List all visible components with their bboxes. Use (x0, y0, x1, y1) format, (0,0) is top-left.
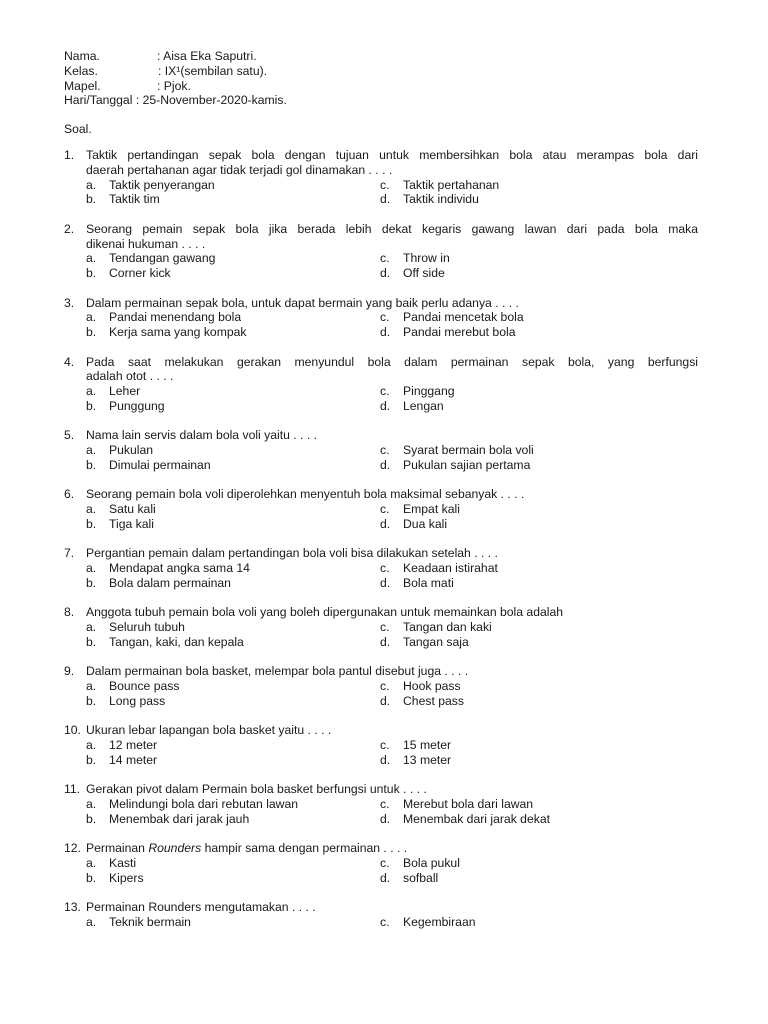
question-4 (64, 355, 698, 414)
question-text: Pada saat melakukan gerakan menyundul bola dalam permainan sepak bola, yang berfungsi adalah otot . . . . (86, 354, 698, 384)
question-2 (64, 222, 698, 281)
question-number: 11. (64, 782, 81, 797)
question-stem (64, 148, 698, 178)
question-stem (64, 296, 698, 311)
nama-value: : Aisa Eka Saputri. (157, 49, 257, 63)
option-c[interactable]: c. Syarat bermain bola voli (380, 443, 534, 458)
answer-options (86, 856, 698, 886)
question-stem (64, 546, 698, 561)
question-text: Permainan Rounders hampir sama dengan permainan . . . . (86, 841, 408, 856)
question-stem (64, 841, 698, 856)
option-a[interactable]: a. Pukulan (86, 443, 154, 458)
question-stem (64, 222, 698, 252)
option-d[interactable]: d. Pandai merebut bola (380, 325, 516, 340)
option-b[interactable]: b. Tangan, kaki, dan kepala (86, 634, 244, 649)
answer-options (86, 502, 698, 532)
question-stem (64, 605, 698, 620)
option-b[interactable]: b. Bola dalam permainan (86, 575, 231, 590)
nama-row (64, 49, 287, 64)
question-number: 2. (64, 221, 75, 236)
question-11 (64, 782, 698, 826)
question-text: Nama lain servis dalam bola voli yaitu . . . . (86, 428, 317, 443)
question-stem (64, 782, 698, 797)
option-c[interactable]: c. Kegembiraan (380, 915, 476, 929)
nama-label: Nama. (64, 49, 100, 63)
question-number: 10. (64, 723, 81, 738)
option-a[interactable]: a. Tendangan gawang (86, 251, 216, 266)
question-stem (64, 664, 698, 679)
option-a[interactable]: a. Kasti (86, 856, 137, 871)
option-c[interactable]: c. Keadaan istirahat (380, 561, 498, 576)
question-10 (64, 723, 698, 767)
question-number: 8. (64, 605, 75, 620)
option-c[interactable]: c. Tangan dan kaki (380, 620, 492, 635)
question-7 (64, 546, 698, 590)
answer-options (86, 561, 698, 591)
mapel-label: Mapel. (64, 78, 101, 93)
tanggal-label: Hari/Tanggal (64, 93, 133, 108)
option-a[interactable]: a. Taktik penyerangan (86, 177, 215, 192)
question-text: Gerakan pivot dalam Permain bola basket berfungsi untuk . . . . (86, 782, 427, 797)
question-stem (64, 487, 698, 502)
answer-options (86, 797, 698, 827)
question-number: 7. (64, 546, 75, 561)
option-a[interactable]: a. Bounce pass (86, 679, 180, 694)
option-d[interactable]: d. Menembak dari jarak dekat (380, 811, 550, 826)
answer-options (86, 679, 698, 709)
answer-options (86, 178, 698, 208)
option-b[interactable]: b. Taktik tim (86, 192, 160, 207)
option-b[interactable]: b. Kipers (86, 870, 144, 885)
question-number: 1. (64, 148, 75, 162)
question-text: Dalam permainan sepak bola, untuk dapat bermain yang baik perlu adanya . . . . (86, 295, 519, 310)
kelas-value: : IX¹(sembilan satu). (158, 63, 268, 78)
option-c[interactable]: c. Bola pukul (380, 856, 460, 871)
question-5 (64, 428, 698, 472)
option-b[interactable]: b. Punggung (86, 398, 165, 413)
answer-options (86, 620, 698, 650)
option-a[interactable]: a. Satu kali (86, 502, 156, 517)
option-b[interactable]: b. 14 meter (86, 752, 158, 767)
question-number: 6. (64, 487, 75, 502)
option-d[interactable]: d. Tangan saja (380, 634, 469, 649)
rounders-italic: Rounders (148, 841, 202, 856)
question-number: 5. (64, 428, 75, 443)
option-a[interactable]: a. Melindungi bola dari rebutan lawan (86, 797, 299, 812)
option-d[interactable]: d. Bola mati (380, 575, 454, 590)
question-text: Seorang pemain bola voli diperolehkan menyentuh bola maksimal sebanyak . . . . (86, 487, 525, 502)
tanggal-row (64, 93, 287, 108)
question-text: Seorang pemain sepak bola jika berada lebih dekat kegaris gawang lawan dari pada bola maka dikenai hukuman . . . . (86, 221, 698, 251)
question-text: Dalam permainan bola basket, melempar bola pantul disebut juga . . . . (86, 664, 469, 679)
question-stem (64, 428, 698, 443)
question-text: Anggota tubuh pemain bola voli yang boleh dipergunakan untuk memainkan bola adalah (86, 605, 564, 620)
answer-options (86, 251, 698, 281)
option-a[interactable]: a. Teknik bermain (86, 915, 191, 929)
option-c[interactable]: c. Pinggang (380, 384, 455, 399)
option-d[interactable]: d. 13 meter (380, 752, 452, 767)
option-c[interactable]: c. Empat kali (380, 502, 460, 517)
option-a[interactable]: a. Seluruh tubuh (86, 620, 185, 635)
question-1 (64, 148, 698, 207)
question-13 (64, 900, 698, 930)
option-d[interactable]: d. Off side (380, 266, 445, 281)
answer-options (86, 384, 698, 414)
answer-options (86, 915, 698, 930)
question-number: 13. (64, 900, 81, 915)
option-d[interactable]: d. Dua kali (380, 516, 448, 531)
option-c[interactable]: c. Throw in (380, 251, 450, 266)
soal-heading: Soal. (64, 122, 92, 136)
question-number: 12. (64, 841, 81, 856)
answer-options (86, 738, 698, 768)
option-d[interactable]: d. Chest pass (380, 693, 464, 708)
question-12 (64, 841, 698, 885)
question-number: 4. (64, 354, 75, 369)
option-b[interactable]: b. Kerja sama yang kompak (86, 325, 247, 340)
option-b[interactable]: b. Dimulai permainan (86, 457, 211, 472)
option-b[interactable]: b. Long pass (86, 693, 166, 708)
question-stem (64, 355, 698, 385)
option-d[interactable]: d. Pukulan sajian pertama (380, 457, 531, 472)
option-c[interactable]: c. Hook pass (380, 679, 461, 694)
option-b[interactable]: b. Corner kick (86, 266, 171, 281)
option-b[interactable]: b. Tiga kali (86, 516, 154, 531)
question-text: Permainan Rounders mengutamakan . . . . (86, 900, 316, 915)
option-c[interactable]: c. Merebut bola dari lawan (380, 797, 534, 812)
tanggal-value: : 25-November-2020-kamis. (135, 93, 287, 108)
question-number: 9. (64, 664, 75, 679)
question-text: Pergantian pemain dalam pertandingan bola voli bisa dilakukan setelah . . . . (86, 546, 498, 561)
option-c[interactable]: c. Pandai mencetak bola (380, 310, 524, 325)
option-c[interactable]: c. Taktik pertahanan (380, 177, 500, 192)
option-b[interactable]: b. Menembak dari jarak jauh (86, 811, 250, 826)
question-9 (64, 664, 698, 708)
option-d[interactable]: d. sofball (380, 870, 439, 885)
question-3 (64, 296, 698, 340)
question-text: Ukuran lebar lapangan bola basket yaitu . . . . (86, 723, 332, 738)
mapel-value: : Pjok. (157, 78, 191, 93)
question-8 (64, 605, 698, 649)
option-a[interactable]: a. 12 meter (86, 738, 158, 753)
kelas-row (64, 64, 287, 79)
student-info-header (64, 49, 287, 108)
option-c[interactable]: c. 15 meter (380, 738, 452, 753)
option-a[interactable]: a. Leher (86, 384, 141, 399)
mapel-row (64, 79, 287, 94)
question-number: 3. (64, 295, 75, 310)
question-6 (64, 487, 698, 531)
option-d[interactable]: d. Taktik individu (380, 192, 479, 207)
kelas-label: Kelas. (64, 63, 98, 78)
question-stem (64, 900, 698, 915)
answer-options (86, 310, 698, 340)
question-text: Taktik pertandingan sepak bola dengan tujuan untuk membersihkan bola atau merampas bola dari daerah pertahanan agar tidak terjadi gol dinamakan . . . . (86, 148, 698, 177)
question-list (64, 148, 698, 944)
answer-options (86, 443, 698, 473)
question-stem (64, 723, 698, 738)
option-a[interactable]: a. Mendapat angka sama 14 (86, 561, 250, 576)
option-d[interactable]: d. Lengan (380, 398, 444, 413)
option-a[interactable]: a. Pandai menendang bola (86, 310, 242, 325)
